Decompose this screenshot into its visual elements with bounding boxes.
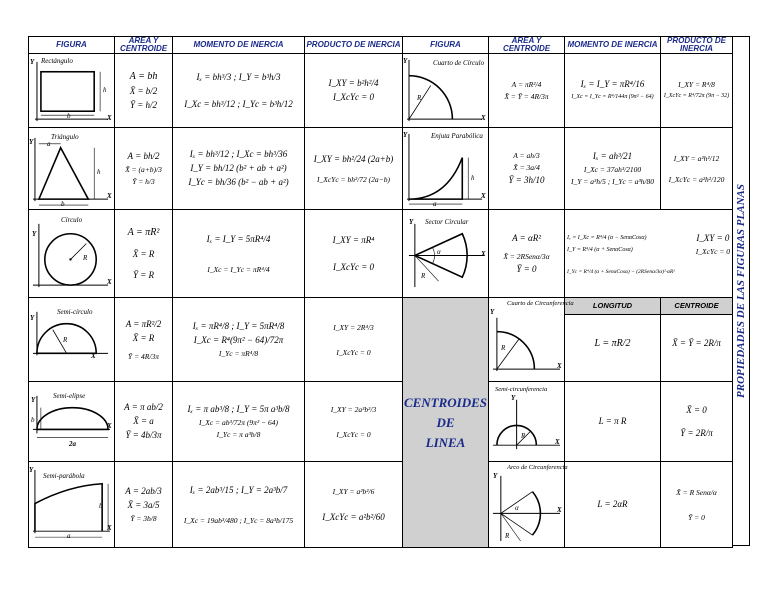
- figure-rectangulo: [29, 54, 115, 128]
- dim-label: b: [61, 200, 65, 208]
- formula: I_XcYc = 0: [336, 429, 371, 439]
- product-triangulo: [305, 128, 403, 210]
- figure-title: Sector Circular: [425, 218, 469, 226]
- axis-x-label: X: [555, 438, 560, 446]
- formula: X̄ = 2RSenα/3α: [503, 251, 550, 261]
- quarter-arc-diagram: [489, 298, 564, 381]
- dim-label: h: [97, 168, 101, 176]
- axis-x-label: X: [107, 422, 112, 430]
- figure-enjuta-parabolica: [403, 128, 489, 210]
- formula: A = πR²/4: [511, 80, 542, 89]
- formula: I_Yc = R⁴/4 (α + SenαCosα) − (2RSenα/3α)²·αR²: [567, 268, 675, 275]
- product-semiparabola: [305, 462, 403, 548]
- figure-title: Triángulo: [51, 133, 79, 141]
- formula: I_Yc = πR⁴/8: [218, 349, 259, 358]
- formula: I_Yc = π a³b/8: [216, 430, 261, 439]
- formula: Iₓ = ah³/21: [592, 151, 633, 161]
- area-semicirculo: [115, 298, 173, 382]
- formula: L = π R: [598, 416, 627, 426]
- dim-label: 2a: [69, 440, 76, 448]
- header-area-left: AREA Y CENTROIDE: [115, 37, 173, 54]
- row-semiparabola: [29, 462, 733, 548]
- dim-label: R: [63, 336, 68, 344]
- formula: X̄ = 3a/4: [513, 163, 540, 172]
- figure-semiparabola: [29, 462, 115, 548]
- axis-y-label: Y: [409, 218, 414, 226]
- sector-top: [567, 230, 730, 259]
- axis-x-label: X: [107, 192, 112, 200]
- area-triangulo: [115, 128, 173, 210]
- figure-sector-circular: [403, 210, 489, 298]
- figure-semicircunferencia: [489, 382, 565, 462]
- formula: Ȳ = 3h/10: [508, 175, 545, 185]
- axis-y-label: Y: [511, 394, 516, 402]
- formula: Iₓ = I_Xc = R⁴/4 (α − SenαCosα): [567, 234, 647, 241]
- longitud-semicircunferencia: [565, 382, 661, 462]
- formula: I_Xc = I_Yc = πR⁴/4: [207, 264, 270, 274]
- row-triangulo: [29, 128, 733, 210]
- dim-label: b: [31, 416, 35, 424]
- figure-title: Rectángulo: [41, 57, 73, 65]
- axis-y-label: Y: [29, 138, 34, 146]
- formula: I_Xc = 19ab³/480 ; I_Yc = 8a³b/175: [183, 515, 294, 525]
- axis-x-label: X: [481, 192, 486, 200]
- inertia-rectangulo: [173, 54, 305, 128]
- inertia-cuarto-circulo: [565, 54, 661, 128]
- formula: I_Xc = R⁴(9π² − 64)/72π: [193, 335, 284, 345]
- product-circulo: [305, 210, 403, 298]
- formula: A = αR²: [512, 232, 541, 243]
- inertia-triangulo: [173, 128, 305, 210]
- formula: I_XY = a²h²/12: [673, 153, 720, 163]
- area-cuarto-circulo: [489, 54, 565, 128]
- inertia-semielipse: [173, 382, 305, 462]
- dim-label: b: [67, 112, 71, 120]
- formula: Iₓ = I_Y = 5πR⁴/4: [206, 233, 271, 244]
- figure-title: Círculo: [61, 216, 83, 224]
- formula: Ȳ = 0: [688, 512, 705, 522]
- formula: Ȳ = 4b/3π: [125, 430, 162, 440]
- sector-product: [696, 231, 730, 258]
- axis-y-label: Y: [493, 472, 498, 480]
- formula: Ȳ = h/2: [129, 99, 158, 110]
- formula: Iₓ = π ab³/8 ; I_Y = 5π a³b/8: [187, 404, 290, 414]
- row-circulo: [29, 210, 733, 298]
- row-rectangulo: [29, 54, 733, 128]
- axis-x-label: X: [91, 352, 96, 360]
- formula: I_XY = b²h²/4: [328, 78, 379, 88]
- formula: I_Xc = I_Yc = R⁴/144π (9π² − 64): [571, 94, 654, 100]
- formula: X̄ = R: [132, 332, 155, 343]
- area-semiparabola: [115, 462, 173, 548]
- formula: I_XY = 2a³b²/3: [330, 404, 377, 414]
- row-semicirculo: [29, 298, 733, 382]
- header-area-right: AREA Y CENTROIDE: [489, 37, 565, 54]
- formula: I_XcYc = R⁴/72π (9π − 32): [663, 93, 730, 99]
- longitud-arco: [565, 462, 661, 548]
- formula: Iₓ = πR⁴/8 ; I_Y = 5πR⁴/8: [192, 321, 285, 331]
- formula: I_Yc = bh/36 (b² − ab + a²): [188, 177, 289, 187]
- sector-inertia-a: [567, 232, 647, 257]
- area-sector: [489, 210, 565, 298]
- formula: I_XcYc = 0: [695, 246, 730, 256]
- side-title-bar: [732, 36, 750, 546]
- formula: I_XcYc = 0: [332, 92, 375, 102]
- arc-diagram: [489, 462, 564, 547]
- dim-label: R: [421, 272, 426, 280]
- header-producto-left: PRODUCTO DE INERCIA: [305, 37, 403, 54]
- formula: I_XcYc = 0: [336, 347, 371, 357]
- figure-title: Semi-círculo: [57, 308, 93, 316]
- formula: Iₓ = 2ab³/15 ; I_Y = 2a³b/7: [189, 484, 288, 495]
- longitud-cuarto-circunferencia: [565, 298, 661, 382]
- axis-x-label: X: [557, 362, 562, 370]
- formula: Ȳ = 4R/3π: [128, 351, 159, 361]
- formula: L = πR/2: [594, 338, 631, 349]
- figure-title: Cuarto de Círculo: [433, 59, 485, 67]
- inertia-semiparabola: [173, 462, 305, 548]
- formula: L = 2αR: [597, 499, 628, 509]
- sheet-title: PROPIEDADES DE LAS FIGURAS PLANAS: [734, 184, 747, 398]
- formula: I_Y = bh/12 (b² + ab + a²): [190, 163, 287, 173]
- product-enjuta: [661, 128, 733, 210]
- area-semielipse: [115, 382, 173, 462]
- axis-y-label: Y: [30, 314, 35, 322]
- row-semielipse: [29, 382, 733, 462]
- product-semicirculo: [305, 298, 403, 382]
- dim-label: b: [99, 502, 103, 510]
- header-producto-right: PRODUCTO DE INERCIA: [661, 37, 733, 54]
- formula: X̄ = (a+b)/3: [125, 165, 162, 174]
- header-inercia-right: MOMENTO DE INERCIA: [565, 37, 661, 54]
- axis-x-label: X: [481, 250, 486, 258]
- formula: I_XY = R⁴/8: [678, 80, 715, 89]
- dim-label: h: [471, 174, 475, 182]
- formula: X̄ = Ȳ = 4R/3π: [504, 92, 549, 101]
- formula: X̄ = a: [133, 416, 154, 426]
- axis-x-label: X: [481, 114, 486, 122]
- formula: X̄ = Ȳ = 2R/π: [672, 338, 721, 348]
- formula: A = π ab/2: [124, 402, 163, 412]
- axis-x-label: X: [107, 524, 112, 532]
- centroides-title: LINEA: [425, 434, 466, 450]
- formula: X̄ = R: [132, 248, 155, 259]
- formula: I_XY = 0: [696, 232, 730, 243]
- formula: A = πR²/2: [125, 318, 162, 329]
- parabolic-spandrel-diagram: [403, 128, 488, 209]
- formula: Ȳ = 3b/8: [130, 514, 157, 523]
- header-figura-left: FIGURA: [29, 37, 115, 54]
- product-cuarto-circulo: [661, 54, 733, 128]
- formula: A = πR²: [127, 226, 160, 238]
- formula: A = 2ab/3: [125, 486, 162, 496]
- formula: X̄ = b/2: [129, 85, 158, 96]
- figure-title: Semi-parábola: [43, 472, 85, 480]
- centroide-cuarto-circunferencia: [661, 298, 733, 382]
- axis-x-label: X: [107, 278, 112, 286]
- dim-label: R: [417, 94, 422, 102]
- axis-y-label: Y: [403, 131, 408, 139]
- inertia-product-sector: [565, 210, 733, 298]
- figure-title: Semi-circunferencia: [495, 386, 548, 393]
- formula: I_Y = a³h/5 ; I_Yc = a³h/80: [571, 177, 654, 186]
- figure-cuarto-circunferencia: [489, 298, 574, 382]
- formula: Ȳ = 0: [516, 263, 537, 274]
- area-enjuta: [489, 128, 565, 210]
- inertia-semicirculo: [173, 298, 305, 382]
- formula: Ȳ = 2R/π: [680, 427, 713, 438]
- figure-title: Arco de Circunferencia: [507, 464, 568, 471]
- header-figura-right: FIGURA: [403, 37, 489, 54]
- centroides-title: DE: [436, 414, 455, 430]
- formula: I_XcYc = a²h²/120: [668, 174, 725, 184]
- inertia-circulo: [173, 210, 305, 298]
- formula: I_Y = R⁴/4 (α + SenαCosα): [567, 246, 633, 253]
- figure-semielipse: [29, 382, 115, 462]
- formula: A = bh: [129, 70, 158, 82]
- figure-semicirculo: [29, 298, 115, 382]
- dim-label: R: [501, 344, 506, 352]
- formula: I_Xc = bh³/12 ; I_Yc = b³h/12: [184, 98, 293, 109]
- formula: X̄ = 3a/5: [127, 500, 160, 510]
- dim-label: R: [521, 432, 526, 440]
- figure-circulo: [29, 210, 115, 298]
- formula: I_Xc = 37ah³/2100: [583, 165, 642, 174]
- centroide-semicircunferencia: [661, 382, 733, 462]
- sub-header-centroide: CENTROIDE: [661, 298, 732, 315]
- formula: X̄ = 0: [686, 404, 707, 415]
- formula: Ȳ = R: [132, 269, 155, 280]
- centroides-title: CENTROIDES: [403, 394, 488, 410]
- formula: I_XY = bh²/24 (2a+b): [313, 153, 394, 164]
- axis-y-label: Y: [29, 466, 34, 474]
- formula: I_XY = 2R⁴/3: [333, 322, 374, 332]
- angle-label: α: [515, 504, 519, 512]
- formula: I_XY = a²b²/6: [332, 486, 375, 496]
- formula: A = bh/2: [127, 151, 160, 161]
- formula: I_Xc = ab³/72π (9π² − 64): [199, 418, 278, 427]
- header-row: [29, 37, 733, 54]
- figure-title: Enjuta Parabólica: [431, 132, 483, 140]
- properties-table: [28, 36, 733, 548]
- figure-arco-circunferencia: [489, 462, 568, 548]
- formula: Ȳ = h/3: [132, 177, 155, 186]
- centroides-de-linea-cell: [403, 298, 489, 548]
- properties-sheet: [28, 36, 750, 546]
- formula: Iₓ = bh³/12 ; I_Xc = bh³/36: [189, 149, 288, 159]
- formula: I_XcYc = 0: [332, 261, 375, 272]
- area-circulo: [115, 210, 173, 298]
- formula: I_XcYc = bh²/72 (2a−b): [317, 174, 390, 184]
- dim-label: R: [505, 532, 510, 540]
- axis-y-label: Y: [32, 230, 37, 238]
- inertia-enjuta: [565, 128, 661, 210]
- formula: Iₓ = bh³/3 ; I_Y = b³h/3: [196, 71, 281, 82]
- axis-y-label: Y: [30, 58, 35, 66]
- formula: X̄ = R Senα/α: [676, 487, 717, 497]
- area-rectangulo: [115, 54, 173, 128]
- figure-title: Semi-elipse: [53, 392, 86, 400]
- header-inercia-left: MOMENTO DE INERCIA: [173, 37, 305, 54]
- axis-y-label: Y: [490, 308, 495, 316]
- product-semielipse: [305, 382, 403, 462]
- dim-label: a: [67, 532, 71, 540]
- formula: A = ah/3: [513, 151, 540, 160]
- axis-x-label: X: [107, 114, 112, 122]
- formula: I_XY = πR⁴: [332, 234, 375, 245]
- dim-label: a: [47, 140, 51, 148]
- formula: Iₓ = I_Y = πR⁴/16: [580, 79, 645, 89]
- dim-label: a: [433, 200, 437, 208]
- semi-arc-diagram: [489, 382, 564, 461]
- product-rectangulo: [305, 54, 403, 128]
- dim-label: R: [83, 254, 88, 262]
- figure-title: Cuarto de Circunferencia: [507, 300, 574, 307]
- sub-header-longitud: LONGITUD: [565, 298, 660, 315]
- formula: I_XcYc = a²b²/60: [322, 511, 385, 522]
- axis-y-label: Y: [31, 396, 36, 404]
- dim-label: h: [103, 86, 107, 94]
- axis-y-label: Y: [403, 57, 408, 65]
- axis-x-label: X: [557, 506, 562, 514]
- angle-label: α: [437, 248, 441, 256]
- figure-cuarto-circulo: [403, 54, 489, 128]
- figure-triangulo: [29, 128, 115, 210]
- centroide-arco: [661, 462, 733, 548]
